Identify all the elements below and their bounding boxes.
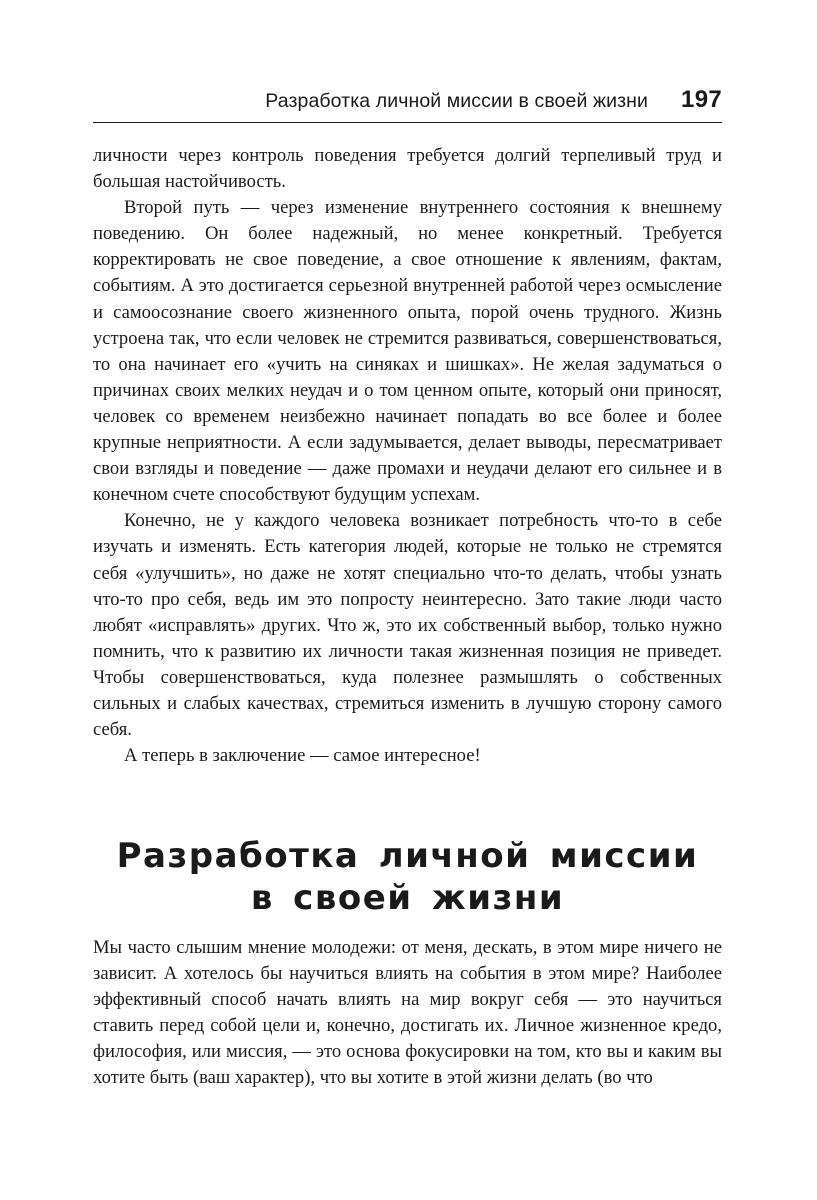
body-text-bottom bbox=[93, 935, 722, 1092]
running-header-title: Разработка личной миссии в своей жизни bbox=[265, 90, 648, 112]
body-text-top bbox=[93, 143, 722, 769]
paragraph-continuation: личности через контроль поведения требуется долгий терпеливый труд и большая настойчивость. bbox=[93, 145, 722, 193]
paragraph-not-everyone: Конечно, не у каждого человека возникает потребность что-то в себе изучать и изменять. Есть категория людей, которые не только не стремятся себя «улучшить», но даже не хотят специально что-то делать, чтобы узнать что-то про себя, ведь им это попросту неинтересно. Зато такие люди часто любят «исправлять» других. Что ж, это их собственный выбор, только нужно помнить, что к развитию их личности такая жизненная позиция не приведет. Чтобы совершенствоваться, куда полезнее размышлять о собственных сильных и слабых качествах, стремиться изменить в лучшую сторону самого себя. bbox=[93, 510, 722, 741]
section-heading-line-1: Разработка личной миссии bbox=[116, 836, 699, 876]
paragraph-mission-intro: Мы часто слышим мнение молодежи: от меня, дескать, в этом мире ничего не зависит. А хотелось бы научиться влиять на события в этом мире? Наиболее эффективный способ начать влиять на мир вокруг себя — это научиться ставить перед собой цели и, конечно, достигать их. Личное жизненное кредо, философия, или миссия, — это основа фокусировки на том, кто вы и каким вы хотите быть (ваш характер), что вы хотите в этой жизни делать (во что bbox=[93, 937, 722, 1089]
page-number: 197 bbox=[681, 86, 722, 113]
section-heading bbox=[93, 835, 722, 919]
paragraph-conclusion-intro: А теперь в заключение — самое интересное! bbox=[124, 745, 481, 767]
running-header bbox=[93, 86, 722, 123]
section-heading-line-2: в своей жизни bbox=[250, 878, 565, 918]
paragraph-second-path: Второй путь — через изменение внутреннего состояния к внешнему поведению. Он более надежный, но менее конкретный. Требуется корректировать не свое поведение, а свое отношение к явлениям, фактам, событиям. А это достигается серьезной внутренней работой через осмысление и самоосознание своего жизненного опыта, порой очень трудного. Жизнь устроена так, что если человек не стремится развиваться, совершенствоваться, то она начинает его «учить на синяках и шишках». Не желая задуматься о причинах своих мелких неудач и о том ценном опыте, который они приносят, человек со временем неизбежно начинает попадать во все более и более крупные неприятности. А если задумывается, делает выводы, пересматривает свои взгляды и поведение — даже промахи и неудачи делают его сильнее и в конечном счете способствуют будущим успехам. bbox=[93, 197, 722, 506]
